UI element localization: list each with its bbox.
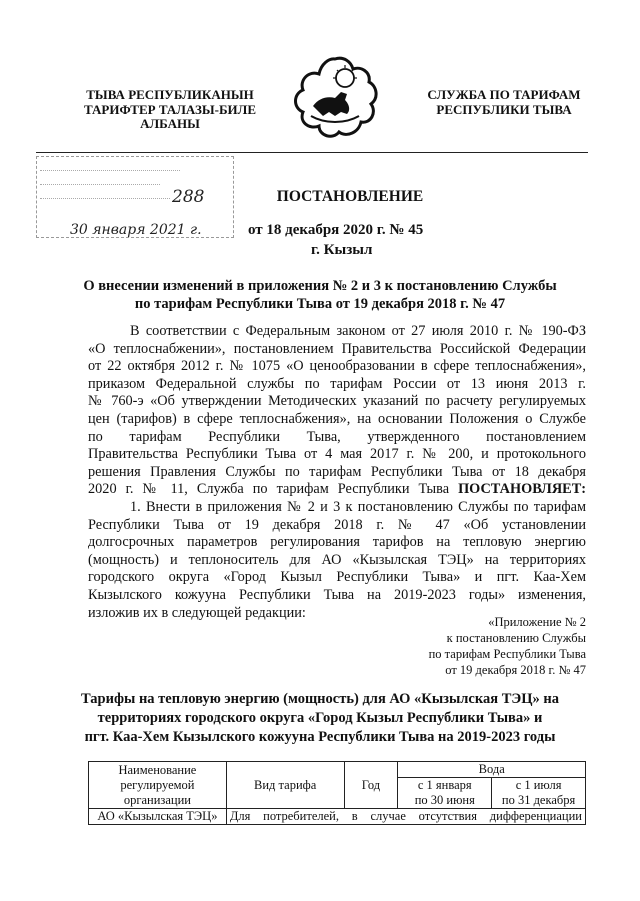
stamp-line xyxy=(40,184,160,185)
body-line xyxy=(88,481,586,499)
column-header-water: Вода xyxy=(398,762,586,778)
body-line: долгосрочных параметров регулирования тарифов на тепловую энергию xyxy=(88,534,586,551)
tuva-coat-of-arms-icon xyxy=(289,54,381,142)
table-title xyxy=(0,690,640,747)
header-left-line: ТАРИФТЕР ТАЛАЗЫ-БИЛЕ xyxy=(83,101,257,117)
header-text: регулируемой xyxy=(120,777,195,792)
header-text: организации xyxy=(123,792,191,807)
header-right-line: СЛУЖБА ПО ТАРИФАМ xyxy=(427,87,581,102)
table-cell-tariff-type: Для потребителей, в случае отсутствия дифференциации xyxy=(226,809,585,825)
header-right-org xyxy=(404,88,604,117)
header-left-org xyxy=(70,88,270,132)
registration-date: 30 января 2021 г. xyxy=(70,222,202,238)
document-type: ПОСТАНОВЛЕНИЕ xyxy=(276,188,424,205)
table-row xyxy=(89,762,586,778)
header-text: по 30 июня xyxy=(414,793,475,807)
body-text: 2020 г. № 11, Служба по тарифам Республики Тыва xyxy=(88,481,459,498)
header-text: с 1 января xyxy=(417,778,472,792)
appendix-line: по тарифам Республики Тыва xyxy=(428,647,586,661)
header-divider xyxy=(36,152,588,153)
tariff-table xyxy=(88,761,586,825)
table-cell-organization: АО «Кызылская ТЭЦ» xyxy=(89,809,227,825)
body-line: цен (тарифов) в сфере теплоснабжения», на основании Положения о Службе xyxy=(88,410,586,427)
column-header-first-half xyxy=(398,778,492,809)
header-left-line: АЛБАНЫ xyxy=(140,116,200,131)
body-line: № 760-э «Об утверждении Методических указаний по расчету регулируемых xyxy=(88,393,586,410)
body-line: В соответствии с Федеральным законом от 27 июля 2010 г. № 190-ФЗ xyxy=(130,323,586,339)
body-line: 1. Внести в приложения № 2 и 3 к постановлению Службы по тарифам xyxy=(130,499,586,515)
column-header-year: Год xyxy=(344,762,398,809)
document-city: г. Кызыл xyxy=(311,242,373,258)
header-text: Наименование xyxy=(118,762,197,777)
appendix-line: от 19 декабря 2018 г. № 47 xyxy=(445,663,586,677)
header-right-line: РЕСПУБЛИКИ ТЫВА xyxy=(436,101,572,117)
body-line: (мощность) и теплоноситель для АО «Кызылская ТЭЦ» на территориях xyxy=(88,551,586,568)
body-line: Республики Тыва от 19 декабря 2018 г. № 47 «Об установлении xyxy=(88,516,586,533)
subject-line: О внесении изменений в приложения № 2 и 3 к постановлению Службы xyxy=(83,278,557,294)
body-line: от 22 октября 2012 г. № 1075 «О ценообразовании в сфере теплоснабжения», xyxy=(88,358,586,375)
header-text: по 31 декабря xyxy=(501,793,576,807)
table-title-line: пгт. Каа-Хем Кызылского кожууна Республики Тыва на 2019-2023 годы xyxy=(84,729,556,745)
document-subject xyxy=(0,278,640,313)
body-line: решения Правления Службы по тарифам Республики Тыва от 18 декабря xyxy=(88,463,586,480)
body-line: городского округа «Город Кызыл Республики Тыва» и пгт. Каа-Хем xyxy=(88,569,586,586)
appendix-reference xyxy=(429,614,586,678)
body-line: изложив их в следующей редакции: xyxy=(88,604,306,621)
body-line: по тарифам Республики Тыва, утвержденного постановлением xyxy=(88,428,586,445)
table-row xyxy=(89,809,586,825)
registration-number: 288 xyxy=(172,187,205,207)
appendix-line: к постановлению Службы xyxy=(446,631,586,645)
body-line: приказом Федеральной службы по тарифам России от 13 июня 2013 г. xyxy=(88,375,586,392)
document-date-number: от 18 декабря 2020 г. № 45 xyxy=(248,222,424,238)
body-line: Кызылского кожууна Республики Тыва на 2019-2023 годы» изменения, xyxy=(88,586,586,603)
table-title-line: территориях городского округа «Город Кызыл Республики Тыва» и xyxy=(97,710,543,726)
body-paragraph-2 xyxy=(88,499,586,622)
subject-line: по тарифам Республики Тыва от 19 декабря 2018 г. № 47 xyxy=(134,295,506,312)
column-header-organization xyxy=(89,762,227,809)
header-left-line: ТЫВА РЕСПУБЛИКАНЫН xyxy=(86,87,254,102)
header-text: с 1 июля xyxy=(515,778,562,792)
body-line: Правительства Республики Тыва от 4 мая 2017 г. № 200, и протокольного xyxy=(88,446,586,463)
column-header-second-half xyxy=(492,778,586,809)
body-line: «О теплоснабжении», постановлением Правительства Российской Федерации xyxy=(88,340,586,357)
table-title-line: Тарифы на тепловую энергию (мощность) для АО «Кызылская ТЭЦ» на xyxy=(81,691,559,707)
resolution-keyword: ПОСТАНОВЛЯЕТ: xyxy=(458,481,586,498)
column-header-tariff-type: Вид тарифа xyxy=(226,762,344,809)
stamp-line xyxy=(40,170,180,171)
appendix-line: «Приложение № 2 xyxy=(488,615,586,629)
body-paragraph-1 xyxy=(88,323,586,499)
